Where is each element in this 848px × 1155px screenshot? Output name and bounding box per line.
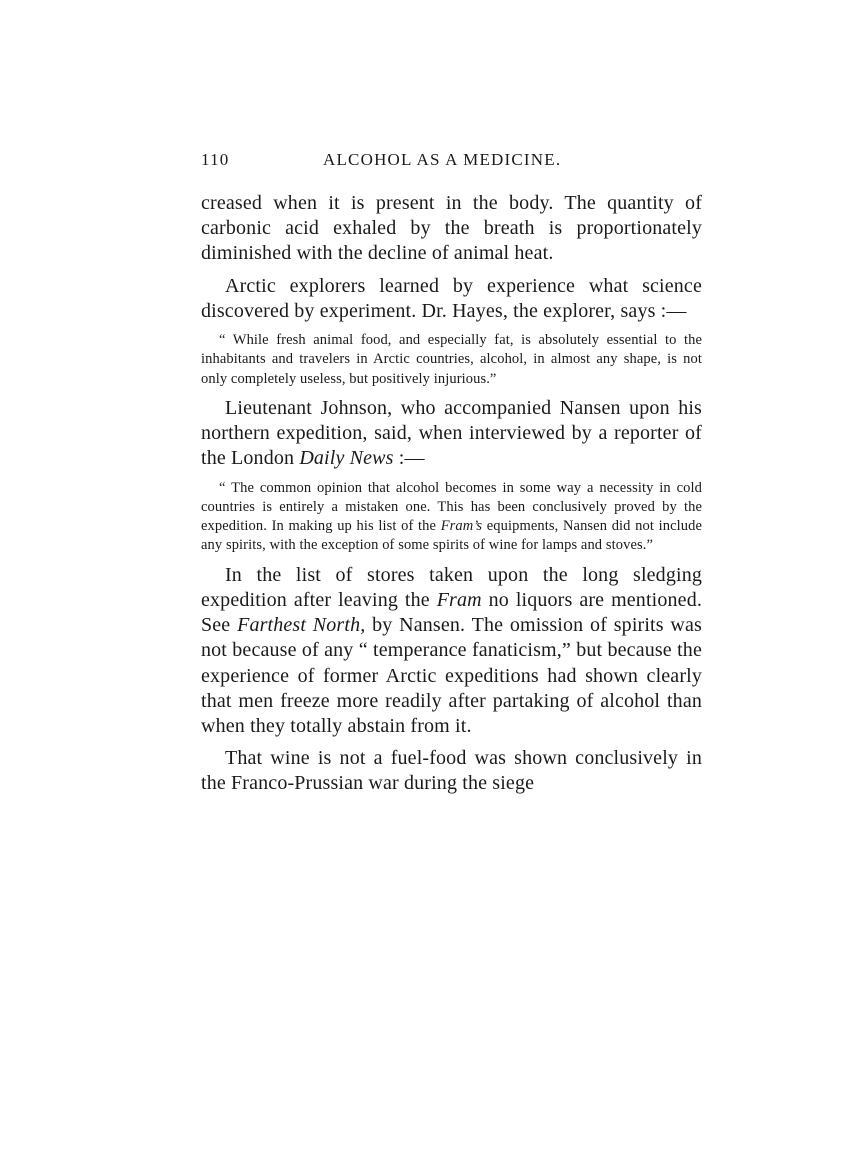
- paragraph-fuel-food: That wine is not a fuel-food was shown conclusively in the Franco-Prussian war during the siege: [201, 747, 702, 795]
- text-segment: In the list of stores taken upon the long sledging expedition after leaving the: [201, 563, 702, 611]
- italic-book-title: Farthest North,: [237, 614, 366, 637]
- italic-title-daily-news: Daily News: [299, 447, 394, 470]
- paragraph-arctic-explorers: Arctic explorers learned by experience what science discovered by experiment. Dr. Hayes, the explorer, says :—: [201, 274, 702, 322]
- text-segment: Lieutenant Johnson, who accompanied Nansen upon his northern expedition, said, when interviewed by a reporter of the London: [201, 396, 702, 470]
- text-segment: by Nansen. The omission of spirits was not because of any “ temperance fanaticism,” but because the experience of former Arctic expeditions had shown clearly that men freeze more readily after partaking of alcohol than when they totally abstain from it.: [201, 614, 702, 737]
- italic-ship-name: Fram’s: [440, 518, 483, 535]
- quotation-hayes: “ While fresh animal food, and especially fat, is absolutely essential to the inhabitants and travelers in Arctic countries, alcohol, in almost any shape, is not only completely useless, but positively injurious.”: [201, 332, 702, 387]
- running-title: ALCOHOL AS A MEDICINE.: [323, 150, 562, 169]
- paragraph-continued: creased when it is present in the body. The quantity of carbonic acid exhaled by the breath is proportionately diminished with the decline of animal heat.: [201, 192, 702, 265]
- paragraph-lieutenant-johnson: [201, 396, 702, 472]
- italic-ship-name: Fram: [436, 588, 482, 611]
- text-segment: :—: [393, 447, 425, 470]
- page-number: 110: [201, 150, 230, 169]
- text-segment: equipments, Nansen did not include any spirits, with the exception of some spirits of wine for lamps and stoves.”: [201, 518, 702, 554]
- body-text: [201, 191, 702, 797]
- running-head: [201, 150, 701, 174]
- paragraph-list-of-stores: [201, 563, 702, 739]
- text-segment: “ The common opinion that alcohol becomes in some way a necessity in cold countries is entirely a mistaken one. This has been conclusively proved by the expedition. In making up his list of the: [201, 479, 702, 535]
- quotation-johnson: [201, 479, 702, 556]
- text-segment: no liquors are mentioned. See: [201, 588, 702, 637]
